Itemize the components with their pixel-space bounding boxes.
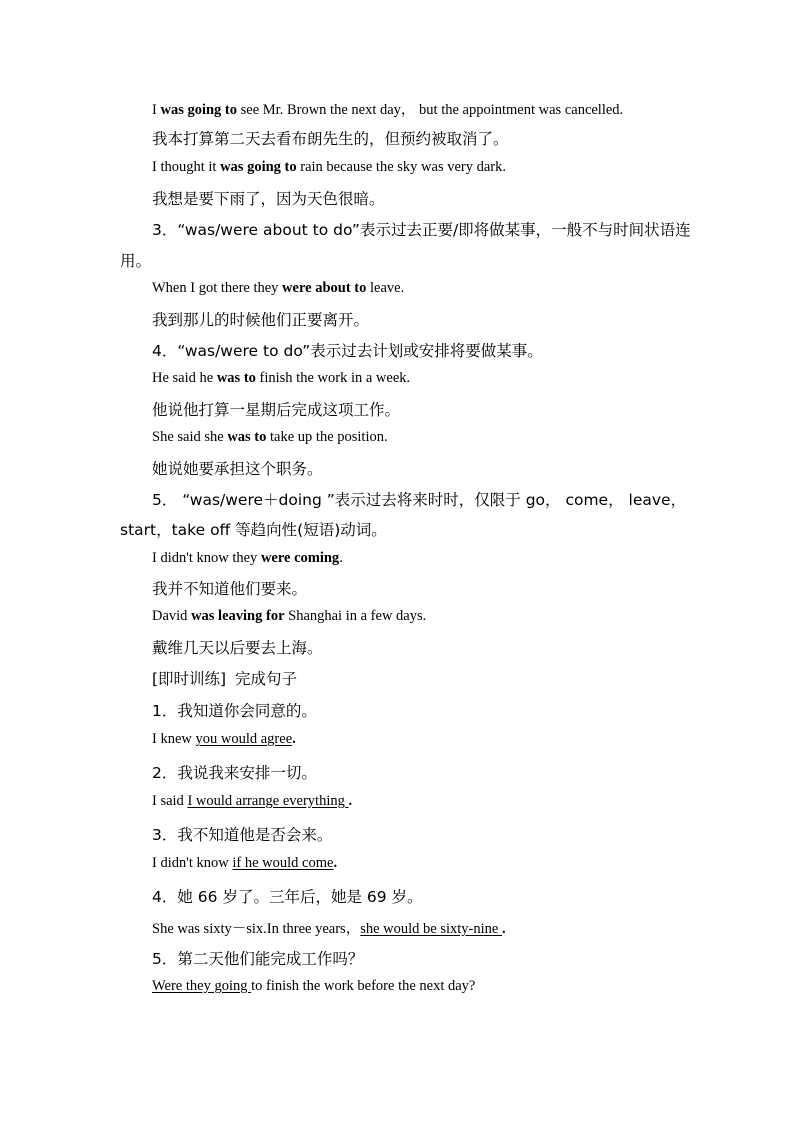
example-translation-zh: 我并不知道他们要来。 bbox=[152, 580, 308, 598]
text: take up the position. bbox=[266, 429, 388, 445]
example-translation-zh: 我本打算第二天去看布朗先生的，但预约被取消了。 bbox=[152, 130, 509, 148]
example-sentence-en bbox=[152, 429, 388, 446]
answer-blank: she would be sixty-nine bbox=[360, 921, 502, 937]
example-translation-zh: 她说她要承担这个职务。 bbox=[152, 460, 323, 478]
text: see Mr. Brown the next day， but the appointment was cancelled. bbox=[237, 102, 624, 118]
text: I bbox=[152, 102, 161, 118]
keyword: were coming bbox=[260, 550, 340, 566]
text: Shanghai in a few days. bbox=[284, 608, 427, 624]
practice-answer-line bbox=[152, 731, 296, 748]
example-sentence-en bbox=[152, 550, 343, 567]
practice-question: 5．第二天他们能完成工作吗？ bbox=[152, 950, 364, 968]
practice-answer-line bbox=[152, 917, 506, 938]
text: to finish the work before the next day? bbox=[251, 978, 476, 994]
keyword: was to bbox=[216, 370, 256, 386]
text: . bbox=[333, 855, 338, 871]
practice-question: 3．我不知道他是否会来。 bbox=[152, 826, 333, 844]
practice-answer-line bbox=[152, 978, 475, 995]
example-translation-zh: 我到那儿的时候他们正要离开。 bbox=[152, 311, 370, 329]
rule-heading-continued: 用。 bbox=[120, 252, 152, 270]
practice-question: 4．她 66 岁了。三年后，她是 69 岁。 bbox=[152, 888, 423, 906]
text: I didn't know they bbox=[152, 550, 261, 566]
text: I thought it bbox=[152, 159, 221, 175]
text: rain because the sky was very dark. bbox=[296, 159, 506, 175]
text: I didn't know bbox=[152, 855, 233, 871]
practice-title: 完成句子 bbox=[235, 670, 298, 688]
text: She said she bbox=[152, 429, 228, 445]
rule-heading-continued: start，take off 等趋向性(短语)动词。 bbox=[120, 521, 387, 539]
text: . bbox=[292, 731, 296, 747]
practice-answer-line bbox=[152, 855, 337, 872]
text: . bbox=[348, 793, 353, 809]
text: When I got there they bbox=[152, 280, 283, 296]
text: He said he bbox=[152, 370, 217, 386]
example-sentence-en bbox=[152, 280, 404, 297]
keyword: was to bbox=[227, 429, 267, 445]
rule-heading: 5． “was/were＋doing ”表示过去将来时时，仅限于 go， come， leave， bbox=[152, 491, 687, 509]
answer-blank: Were they going bbox=[152, 978, 252, 994]
text: . bbox=[339, 550, 343, 566]
practice-question: 2．我说我来安排一切。 bbox=[152, 764, 317, 782]
answer-blank: if he would come bbox=[232, 855, 334, 871]
practice-answer-line bbox=[152, 793, 352, 810]
example-translation-zh: 我想是要下雨了，因为天色很暗。 bbox=[152, 190, 385, 208]
text: I knew bbox=[152, 731, 196, 747]
text: . bbox=[501, 921, 506, 937]
example-sentence-en bbox=[152, 608, 426, 625]
keyword: were about to bbox=[282, 280, 367, 296]
example-sentence-en bbox=[152, 98, 623, 119]
rule-heading: 4．“was/were to do”表示过去计划或安排将要做某事。 bbox=[152, 342, 543, 360]
answer-blank: you would agree bbox=[195, 731, 293, 747]
practice-header bbox=[152, 667, 297, 689]
text: David bbox=[152, 608, 192, 624]
keyword: was leaving for bbox=[191, 608, 285, 624]
practice-question: 1．我知道你会同意的。 bbox=[152, 702, 317, 720]
text: I said bbox=[152, 793, 188, 809]
answer-blank: I would arrange everything bbox=[187, 793, 349, 809]
keyword: was going to bbox=[220, 159, 297, 175]
text: She was sixty－six.In three years， bbox=[152, 921, 361, 937]
text: leave. bbox=[366, 280, 405, 296]
example-translation-zh: 他说他打算一星期后完成这项工作。 bbox=[152, 401, 401, 419]
rule-heading: 3．“was/were about to do”表示过去正要/即将做某事，一般不与时间状语连 bbox=[152, 221, 691, 239]
example-translation-zh: 戴维几天以后要去上海。 bbox=[152, 639, 323, 657]
text: finish the work in a week. bbox=[255, 370, 411, 386]
practice-tag: [即时训练] bbox=[152, 670, 227, 688]
example-sentence-en bbox=[152, 159, 506, 176]
example-sentence-en bbox=[152, 370, 410, 387]
keyword: was going to bbox=[160, 102, 238, 118]
